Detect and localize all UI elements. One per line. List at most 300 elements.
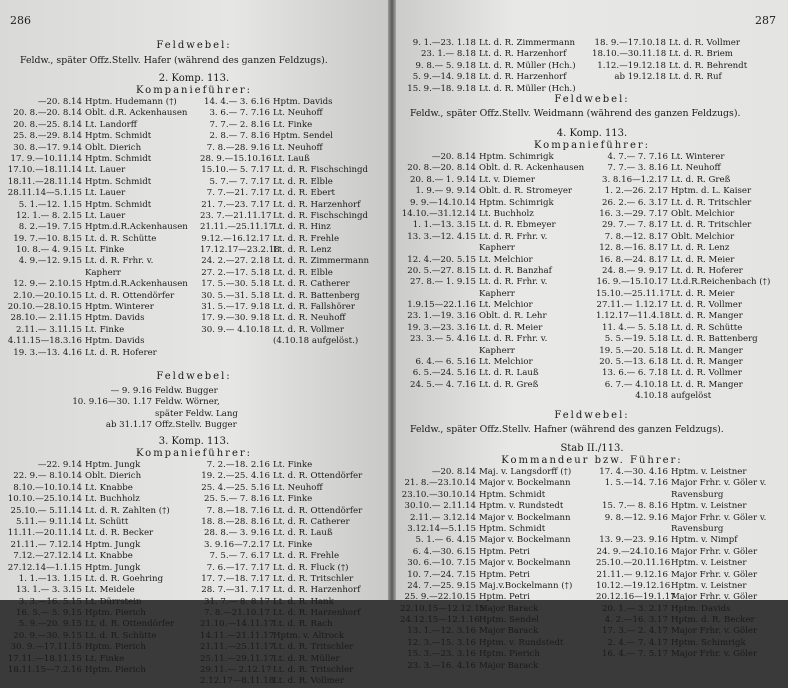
roster-entry	[200, 200, 388, 211]
roster-entry	[200, 642, 388, 653]
entry-date-range: 12. 8.—16. 8.17	[599, 243, 668, 254]
entry-name: Lt. Lauer	[85, 188, 126, 199]
entry-date-range: 9.12.—16.12.17	[201, 233, 270, 244]
roster-entry	[592, 38, 788, 49]
entry-name: Lt. d. R. Lauß	[273, 528, 333, 539]
entry-name: Major v. Bockelmann	[479, 478, 571, 489]
roster-entry	[596, 289, 788, 300]
entry-name: Lt. d. R. Greß	[479, 379, 539, 390]
roster-entry	[596, 615, 788, 626]
entry-name: Lt. Buchholz	[85, 494, 140, 505]
roster-entry	[200, 234, 388, 245]
entry-date-range: —20. 8.14	[431, 152, 476, 162]
entry-name: Lt. d. R. Harzenhorf	[273, 585, 361, 596]
entry-name: Major Frhr. v. Göler	[671, 592, 758, 603]
entry-date-range: 10. 7.—24. 7.15	[407, 569, 476, 580]
roster-entry	[200, 268, 388, 279]
roster-entry	[200, 279, 388, 290]
komp2-feldwebel-list	[40, 386, 340, 432]
entry-name: Lt. d. R. Battenberg	[273, 290, 360, 301]
entry-date-range: 21. 7.—23. 7.17	[201, 199, 270, 210]
entry-name: Lt. d. R. Hank	[273, 596, 334, 607]
entry-date-range: 23. 1.—19. 3.16	[407, 311, 476, 322]
entry-date-range: 17.11.—18.11.15	[7, 653, 82, 664]
roster-entry	[400, 604, 600, 615]
roster-entry	[4, 131, 204, 142]
entry-date-range: 17.12.17—23.2.18	[200, 245, 280, 256]
entry-date-range: 12. 3.—15. 3.16	[407, 637, 476, 648]
roster-entry	[200, 654, 388, 665]
entry-name: Lt. d. R. Tritschler	[273, 573, 354, 584]
roster-entry	[400, 368, 600, 379]
komp3-column-left	[4, 460, 204, 676]
entry-name: Lt. d. R. Fischschingd	[273, 210, 369, 221]
entry-date-range: 19. 2.—25. 4.16	[201, 471, 270, 482]
roster-entry	[400, 49, 600, 60]
entry-date-range: 25. 9.—22.10.15	[404, 592, 476, 603]
entry-date-range: 17. 9.—10.11.14	[10, 153, 82, 164]
entry-date-range: 15.10.—25.11.17	[596, 288, 671, 299]
entry-name: Major v. Bockelmann	[479, 535, 571, 546]
entry-date-range: 28. 8.— 3. 9.16	[204, 528, 270, 539]
roster-entry	[200, 336, 388, 347]
roster-entry	[400, 61, 600, 72]
entry-date-range: 11.11.—20.11.14	[7, 528, 82, 539]
roster-entry	[4, 325, 204, 336]
roster-entry	[400, 277, 600, 288]
entry-name: Lt. d. R. Hoferer	[671, 265, 743, 276]
roster-entry	[4, 108, 204, 119]
roster-entry	[200, 585, 388, 596]
feldwebel-heading-komp3: Feldwebel:	[554, 94, 630, 105]
entry-name: Lt. d. R. Manger	[671, 345, 743, 356]
roster-entry	[400, 661, 600, 672]
entry-name: Hptm.d.R.Ackenhausen	[85, 222, 188, 233]
entry-date-range: 2.11.— 3.12.14	[410, 512, 476, 523]
entry-date-range: 9. 8.—12. 9.16	[604, 512, 668, 523]
entry-name: Lt. d. R. Catherer	[273, 279, 350, 290]
entry-name: Lt. d. R. Frhr. v.	[85, 256, 154, 267]
entry-name: Hptm. Sendel	[273, 131, 333, 142]
entry-name: Lt. Knabbe	[85, 551, 133, 562]
entry-date-range: 15. 7.— 8. 8.16	[602, 501, 668, 512]
roster-entry	[400, 175, 600, 186]
entry-name: Lt. Knabbe	[85, 482, 133, 493]
entry-date-range: 13. 9.—23. 9.16	[599, 535, 668, 546]
entry-name: Lt. Finke	[85, 245, 125, 256]
roster-entry	[200, 563, 388, 574]
entry-date-range	[400, 289, 476, 300]
entry-date-range: 5. 5.—19. 5.18	[604, 334, 668, 345]
entry-name: Hptm. Jungk	[85, 460, 141, 470]
entry-date-range: 20. 8.—20. 8.14	[13, 108, 82, 119]
roster-entry	[200, 460, 388, 471]
entry-date-range: 25. 8.—29. 8.14	[13, 131, 82, 142]
entry-name: Lt. d. R. Lenz	[273, 245, 332, 256]
entry-name: Lt. d. R. Briem	[669, 49, 733, 60]
entry-date-range: 12. 9.— 2.10.15	[13, 279, 82, 290]
roster-entry	[200, 211, 388, 222]
entry-name: Major v. Bockelmann	[479, 512, 571, 523]
entry-name: Lt. Neuhoff	[671, 163, 721, 174]
entry-name: Lt. d. R. Vollmer	[671, 368, 742, 379]
entry-date-range: 18.11.15—7.2.16	[7, 665, 82, 676]
entry-name: Lt. d. R. Fallshörer	[273, 302, 355, 313]
entry-date-range: 24.12.15—12.1.16	[400, 615, 480, 626]
entry-date-range	[400, 243, 476, 254]
entry-date-range: 27.11.— 1.12.17	[596, 300, 668, 311]
section-title-stab: Stab II./113.	[560, 443, 624, 454]
entry-date-range: 28.11.14—5.1.15	[7, 188, 82, 199]
entry-date-range: 3. 3.—16. 5.15	[18, 596, 82, 607]
roster-entry	[596, 300, 788, 311]
roster-entry	[200, 302, 388, 313]
roster-entry	[4, 654, 204, 665]
roster-entry	[596, 266, 788, 277]
entry-date-range: 9. 8.— 5. 9.18	[415, 60, 476, 71]
roster-entry	[596, 604, 788, 615]
roster-entry	[400, 380, 600, 391]
entry-name: Lt. Lauer	[85, 210, 126, 221]
entry-name: Hptm. Schmidt	[85, 199, 152, 210]
entry-name: Major Frhr. v. Göler	[671, 569, 758, 580]
roster-entry	[200, 325, 388, 336]
roster-entry	[4, 268, 204, 279]
entry-date-range: 5. 9.—14. 9.18	[412, 72, 476, 83]
entry-name: Major Frhr. v. Göler v.	[671, 478, 767, 489]
entry-date-range: 16. 8.—24. 8.17	[599, 254, 668, 265]
feldwebel-text: Feldw., später Offz.Stellv. Hafer (während des ganzen Feldzugs).	[20, 55, 328, 66]
entry-name: Major Frhr. v. Göler	[671, 649, 758, 660]
entry-date-range: —20. 8.14	[431, 467, 476, 477]
entry-name: Maj. v. Langsdorff (†)	[479, 467, 572, 477]
roster-entry	[200, 528, 388, 539]
entry-date-range: 21.10.—14.11.17	[200, 619, 275, 630]
entry-name: Hptm. Davids	[671, 603, 731, 614]
entry-date-range: 4.11.15—18.3.16	[7, 336, 82, 347]
entry-date-range: 8.10.—10.10.14	[13, 482, 82, 493]
entry-name: Lt. d. R. Vollmer	[273, 324, 344, 335]
roster-entry	[596, 186, 788, 197]
entry-date-range: 1.9.15—22.1.16	[407, 300, 476, 311]
entry-date-range: 21.11.—25.11.17	[200, 222, 275, 233]
entry-name: Lt. d. R. Fischschingd	[273, 165, 369, 176]
entry-name: Oblt. d. R. Stromeyer	[479, 186, 573, 197]
entry-name: Lt. d. R. Harzenhorf	[479, 49, 567, 60]
roster-entry	[4, 336, 204, 347]
roster-entry	[400, 626, 600, 637]
roster-entry	[200, 108, 388, 119]
roster-entry	[4, 574, 204, 585]
entry-date-range: —20. 8.14	[37, 97, 82, 107]
entry-name: Lt. Lauß	[273, 153, 310, 164]
roster-entry	[596, 501, 788, 512]
roster-entry	[592, 61, 788, 72]
komp4-column-right	[596, 152, 788, 403]
entry-date-range: 10.12.—19.12.16	[596, 580, 671, 591]
entry-name: Hptm. Davids	[85, 336, 145, 347]
entry-date-range: 18. 8.—28. 8.16	[201, 516, 270, 527]
entry-date-range: 18. 9.—17.10.18	[594, 38, 666, 48]
section-title-komp2: 2. Komp. 113.	[158, 73, 230, 84]
entry-date-range: 9. 1.—23. 1.18	[412, 38, 476, 48]
roster-entry	[596, 467, 788, 478]
entry-name: Lt. Schütt	[85, 516, 129, 527]
entry-date-range: 10. 9.16—30. 1.17	[72, 397, 152, 408]
roster-entry	[596, 243, 788, 254]
roster-entry	[400, 570, 600, 581]
entry-date-range: 5. 7.— 7. 7.17	[209, 176, 270, 187]
fuehrer-heading-komp3: Kompanieführer:	[135, 448, 253, 459]
section-title-komp4: 4. Komp. 113.	[556, 128, 628, 139]
roster-entry	[400, 266, 600, 277]
entry-date-range: 10. 8.— 4. 9.15	[16, 245, 82, 256]
roster-entry	[200, 631, 388, 642]
entry-name: Lt. d. R. Ebert	[273, 188, 335, 199]
roster-entry	[4, 619, 204, 630]
roster-entry	[400, 357, 600, 368]
entry-name: Lt. d. R. Tritschler	[671, 197, 752, 208]
entry-name: später Feldw. Lang	[155, 408, 238, 419]
entry-date-range: 17. 7.—18. 7.17	[201, 573, 270, 584]
roster-entry	[4, 540, 204, 551]
roster-entry	[200, 574, 388, 585]
entry-name: Lt. d. R. Harzenhorf	[273, 199, 361, 210]
roster-entry	[400, 152, 600, 163]
entry-date-range: 24. 2.—27. 2.18	[201, 256, 270, 267]
roster-entry	[400, 524, 600, 535]
entry-date-range: 30. 9.— 4.10.18	[201, 324, 270, 335]
entry-date-range: 27. 8.— 1. 9.15	[410, 277, 476, 288]
entry-name: Lt. d. R. Battenberg	[671, 334, 758, 345]
entry-name: Lt. Buchholz	[479, 208, 534, 219]
entry-date-range: 17. 5.—30. 5.18	[201, 279, 270, 290]
entry-name: Oblt. d. R. Lehr	[479, 311, 547, 322]
roster-entry	[400, 638, 600, 649]
entry-date-range: 28. 7.—31. 7.17	[201, 585, 270, 596]
entry-date-range: 18.11.—28.11.14	[7, 176, 82, 187]
entry-name: Hptm. Schimrigk	[671, 637, 746, 648]
page-number: 287	[755, 14, 776, 27]
roster-entry	[200, 676, 388, 687]
entry-name: Lt. d. R. Rach	[273, 619, 333, 630]
entry-date-range: 1. 1.—13. 3.15	[412, 220, 476, 231]
roster-entry	[400, 592, 600, 603]
entry-name: Lt. Finke	[85, 324, 125, 335]
kommandeur-heading: Kommandeur bzw. Führer:	[501, 455, 683, 466]
entry-name: Lt. d. R. Banzhaf	[479, 265, 552, 276]
entry-date-range: 3.12.14—5.1.15	[407, 523, 476, 534]
entry-name: Lt. d. R. Ottendörfer	[85, 290, 175, 301]
entry-date-range: 4. 9.—12. 9.15	[18, 256, 82, 267]
entry-date-range: 22. 9.— 8.10.14	[13, 471, 82, 482]
entry-name: Lt. d. R. Neuhoff	[273, 313, 346, 324]
entry-name: Lt. d. R. Harzenhorf	[273, 608, 361, 619]
entry-date-range: 29.11.— 2.12.17	[200, 665, 272, 676]
entry-date-range: 2. 8.— 7. 8.16	[209, 131, 270, 142]
entry-date-range	[40, 409, 152, 420]
entry-date-range: 21.11.— 9.12.16	[596, 569, 668, 580]
roster-entry	[4, 211, 204, 222]
entry-date-range: 21.11.— 7.12.14	[10, 539, 82, 550]
roster-entry	[4, 563, 204, 574]
page-number: 286	[10, 14, 31, 27]
entry-date-range: 20.10.—28.10.15	[7, 302, 82, 313]
entry-date-range: 15. 3.—23. 3.16	[407, 649, 476, 660]
roster-entry	[4, 120, 204, 131]
roster-entry	[596, 581, 788, 592]
entry-date-range: 7. 8.—21.10.17	[204, 608, 270, 619]
roster-entry	[200, 120, 388, 131]
entry-date-range: 6. 4.— 6. 5.16	[415, 357, 476, 368]
roster-entry	[200, 665, 388, 676]
entry-name: Hptm. v. Leistner	[671, 580, 747, 591]
entry-date-range	[200, 336, 270, 347]
feldwebel-heading-komp4: Feldwebel:	[554, 410, 630, 421]
entry-name: Lt. d. R. Fluck (†)	[273, 562, 349, 573]
entry-date-range: 3. 9.16—7.2.17	[204, 539, 270, 550]
entry-name: Major Frhr. v. Göler	[671, 546, 758, 557]
roster-entry	[40, 397, 340, 408]
entry-date-range: 2.12.17—8.11.18	[200, 676, 275, 687]
entry-name: Hptm. v. Rundstedt	[479, 501, 564, 512]
entry-date-range: 12. 1.— 8. 2.15	[16, 210, 82, 221]
entry-date-range: 15.10.— 5. 7.17	[201, 165, 270, 176]
roster-entry	[596, 368, 788, 379]
entry-name: Oblt. d. R. Ackenhausen	[479, 163, 585, 174]
entry-name: Lt. d. R. Frehle	[273, 551, 340, 562]
roster-entry	[40, 409, 340, 420]
entry-name: Lt. d. R. Goehring	[85, 573, 164, 584]
entry-date-range: 1. 9.— 9. 9.14	[415, 186, 476, 197]
entry-date-range: 9. 9.—14.10.14	[410, 197, 476, 208]
entry-name: Lt. d. R. Manger	[671, 379, 743, 390]
entry-date-range: 19. 3.—23. 3.16	[407, 322, 476, 333]
roster-entry	[4, 97, 204, 108]
roster-entry	[400, 501, 600, 512]
entry-name: Hptm. Schmidt	[85, 153, 152, 164]
entry-date-range: 5.11.— 9.11.14	[16, 516, 82, 527]
entry-name: Lt. Neuhoff	[273, 482, 323, 493]
roster-entry	[596, 152, 788, 163]
roster-entry	[200, 619, 388, 630]
entry-date-range: 6. 5.—24. 5.16	[412, 368, 476, 379]
roster-entry	[400, 467, 600, 478]
entry-name: Hptm. v. Altrock	[273, 630, 345, 641]
roster-entry	[200, 97, 388, 108]
roster-entry	[596, 478, 788, 489]
entry-name: Hptm. v. Leistner	[671, 501, 747, 512]
roster-entry	[596, 232, 788, 243]
entry-date-range	[596, 490, 668, 501]
entry-date-range: 24. 7.—25. 9.15	[407, 580, 476, 591]
roster-entry	[400, 232, 600, 243]
entry-name: Major Barack	[479, 626, 539, 637]
entry-name: Lt. d. R. Greß	[671, 174, 731, 185]
roster-entry	[4, 597, 204, 608]
entry-name: Feldw. Bugger	[155, 386, 218, 396]
roster-entry	[200, 143, 388, 154]
roster-entry	[4, 256, 204, 267]
roster-entry	[596, 535, 788, 546]
roster-entry	[400, 72, 600, 83]
roster-entry	[596, 638, 788, 649]
roster-entry	[4, 348, 204, 359]
entry-date-range: ab 31.1.17	[105, 420, 152, 431]
entry-name: Major Barack	[479, 603, 539, 614]
entry-date-range: 1. 5.—14. 7.16	[604, 478, 668, 489]
roster-entry	[4, 188, 204, 199]
entry-date-range: —22. 9.14	[37, 460, 82, 470]
entry-date-range: 25.10.— 5.11.14	[10, 505, 82, 516]
entry-date-range: 19. 5.—20. 5.18	[599, 345, 668, 356]
entry-date-range: 10.10.—25.10.14	[7, 494, 82, 505]
roster-entry	[200, 506, 388, 517]
komp3-column-right	[200, 460, 388, 688]
roster-entry	[596, 277, 788, 288]
entry-date-range: 1. 2.—26. 2.17	[604, 186, 668, 197]
roster-entry	[4, 143, 204, 154]
right-page	[396, 0, 788, 671]
entry-date-range: 20. 9.—30. 9.15	[13, 630, 82, 641]
roster-entry	[592, 49, 788, 60]
roster-entry	[200, 517, 388, 528]
entry-name: Hptm. d. L. Kaiser	[671, 186, 752, 197]
entry-date-range: 16. 4.— 7. 5.17	[602, 649, 668, 660]
left-page	[0, 0, 388, 687]
entry-name: Lt. Finke	[85, 653, 125, 664]
entry-date-range: 25.11.—29.11.17	[200, 653, 275, 664]
entry-date-range: 2.10.—20.10.15	[13, 290, 82, 301]
entry-name: Lt. d. R. Zimmermann	[273, 256, 370, 267]
entry-date-range: 26. 2.— 6. 3.17	[602, 197, 668, 208]
book-gutter	[388, 0, 396, 600]
entry-date-range: 13. 1.— 3. 3.15	[16, 585, 82, 596]
entry-date-range: 24. 5.— 4. 7.16	[410, 379, 476, 390]
entry-date-range: 21. 8.—23.10.14	[404, 478, 476, 489]
entry-date-range: 3. 8.16—1.2.17	[602, 174, 668, 185]
roster-entry	[596, 255, 788, 266]
section-title-komp3: 3. Komp. 113.	[158, 436, 230, 447]
entry-name: Lt. d. R. Frehle	[273, 233, 340, 244]
entry-name: Lt. Melchior	[479, 357, 533, 368]
entry-name: Hptm. Schmidt	[479, 489, 546, 500]
entry-date-range: 30.10.— 2.11.14	[404, 501, 476, 512]
entry-name: Hptm. Davids	[85, 313, 145, 324]
entry-date-range: 6. 7.— 4.10.18	[604, 379, 668, 390]
entry-name: Lt. Neuhoff	[273, 108, 323, 119]
entry-date-range: 7. 8.—18. 7.16	[206, 505, 270, 516]
entry-name: Lt. d. R. Meier	[671, 288, 735, 299]
entry-name: Lt. d. R. Vollmer	[273, 676, 344, 687]
entry-name: Lt. d. R. Frhr. v.	[479, 277, 548, 288]
entry-name: Oblt. Melchior	[671, 208, 735, 219]
roster-entry	[4, 494, 204, 505]
entry-name: Lt. Landorff	[85, 119, 137, 130]
entry-date-range: 7. 8.—12. 8.17	[604, 231, 668, 242]
entry-date-range: 28.10.— 2.11.15	[10, 313, 82, 324]
stab-column-right	[596, 467, 788, 661]
entry-date-range: 19. 7.—10. 8.15	[13, 233, 82, 244]
entry-date-range: 18.10.—30.11.18	[592, 49, 667, 60]
entry-date-range: 20. 5.—13. 6.18	[599, 357, 668, 368]
roster-entry	[400, 186, 600, 197]
roster-entry	[4, 200, 204, 211]
roster-entry	[4, 528, 204, 539]
roster-entry	[4, 302, 204, 313]
entry-name: Lt. d. R. Müller	[273, 653, 340, 664]
entry-date-range	[596, 524, 668, 535]
